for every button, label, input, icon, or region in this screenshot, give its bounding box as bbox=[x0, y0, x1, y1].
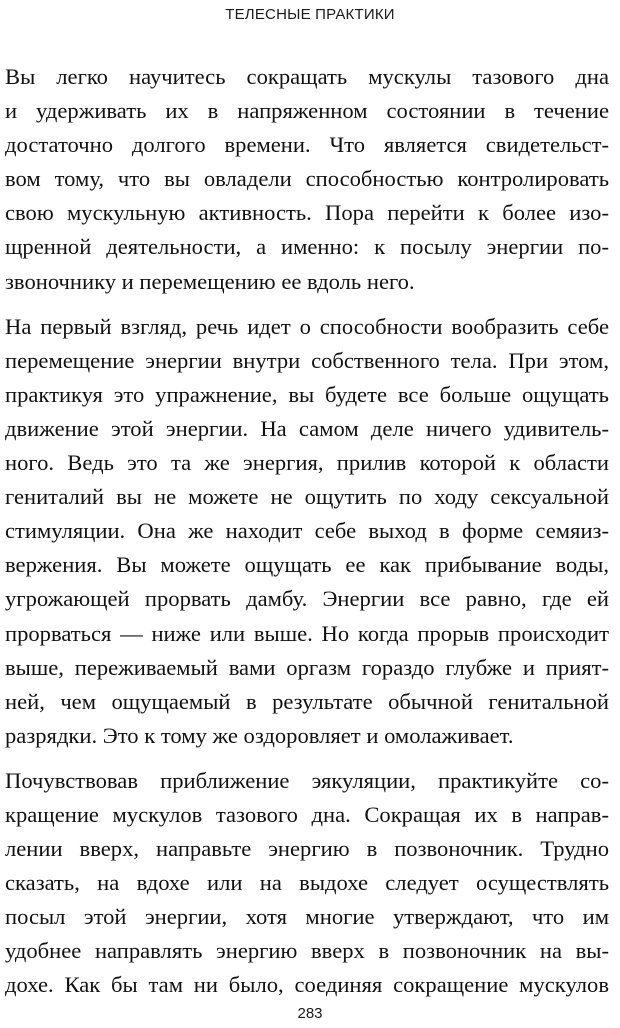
text-line: перемещение энергии внутри собственного тела. При этом, bbox=[5, 347, 609, 373]
text-line: щренной деятельности, а именно: к посылу энергии по- bbox=[5, 234, 609, 260]
page-number: 283 bbox=[297, 1005, 323, 1022]
text-line: выше, переживаемый вами оргазм гораздо глубже и прият- bbox=[5, 654, 609, 680]
text-line: сказать, на вдохе или на выдохе следует осуществлять bbox=[5, 870, 609, 896]
paragraph bbox=[5, 60, 609, 299]
text-line: прорваться — ниже или выше. Но когда прорыв происходит bbox=[5, 620, 609, 646]
text-line: вом тому, что вы овладели способностью контролировать bbox=[5, 166, 609, 192]
text-line: дохе. Как бы там ни было, соединяя сокращение мускулов bbox=[5, 972, 609, 998]
text-line: вержения. Вы можете ощущать ее как прибывание воды, bbox=[5, 552, 609, 578]
text-line: удобнее направлять энергию вверх в позвоночник на вы- bbox=[5, 938, 609, 964]
text-line: посыл этой энергии, хотя многие утверждают, что им bbox=[5, 904, 609, 930]
paragraph bbox=[5, 764, 609, 1003]
running-header: ТЕЛЕСНЫЕ ПРАКТИКИ bbox=[225, 6, 395, 23]
text-line: разрядки. Это к тому же оздоровляет и омолаживает. bbox=[5, 722, 514, 748]
text-line: лении вверх, направьте энергию в позвоночник. Трудно bbox=[5, 836, 609, 862]
text-line: Почувствовав приближение эякуляции, практикуйте со- bbox=[5, 767, 609, 793]
text-line: звоночнику и перемещению ее вдоль него. bbox=[5, 268, 415, 294]
text-line: достаточно долгого времени. Что является свидетельст- bbox=[5, 132, 609, 158]
text-line: ней, чем ощущаемый в результате обычной генитальной bbox=[5, 688, 609, 714]
text-line: кращение мускулов тазового дна. Сокращая их в направ- bbox=[5, 801, 609, 827]
paragraph bbox=[5, 310, 609, 753]
text-line: и удерживать их в напряженном состоянии в течение bbox=[5, 98, 609, 124]
text-line: стимуляции. Она же находит себе выход в форме семяиз- bbox=[5, 518, 609, 544]
text-line: практикуя это упражнение, вы будете все больше ощущать bbox=[5, 381, 609, 407]
text-line: ного. Ведь это та же энергия, прилив которой к области bbox=[5, 450, 609, 476]
page-body bbox=[5, 60, 609, 1003]
text-line: Вы легко научитесь сокращать мускулы тазового дна bbox=[5, 64, 609, 89]
text-line: угрожающей прорвать дамбу. Энергии все равно, где ей bbox=[5, 586, 609, 612]
text-line: свою мускульную активность. Пора перейти к более изо- bbox=[5, 200, 609, 226]
text-line: На первый взгляд, речь идет о способности вообразить себе bbox=[5, 313, 609, 339]
text-line: гениталий вы не можете не ощутить по ходу сексуальной bbox=[5, 484, 609, 510]
text-line: движение этой энергии. На самом деле ничего удивитель- bbox=[5, 415, 609, 441]
